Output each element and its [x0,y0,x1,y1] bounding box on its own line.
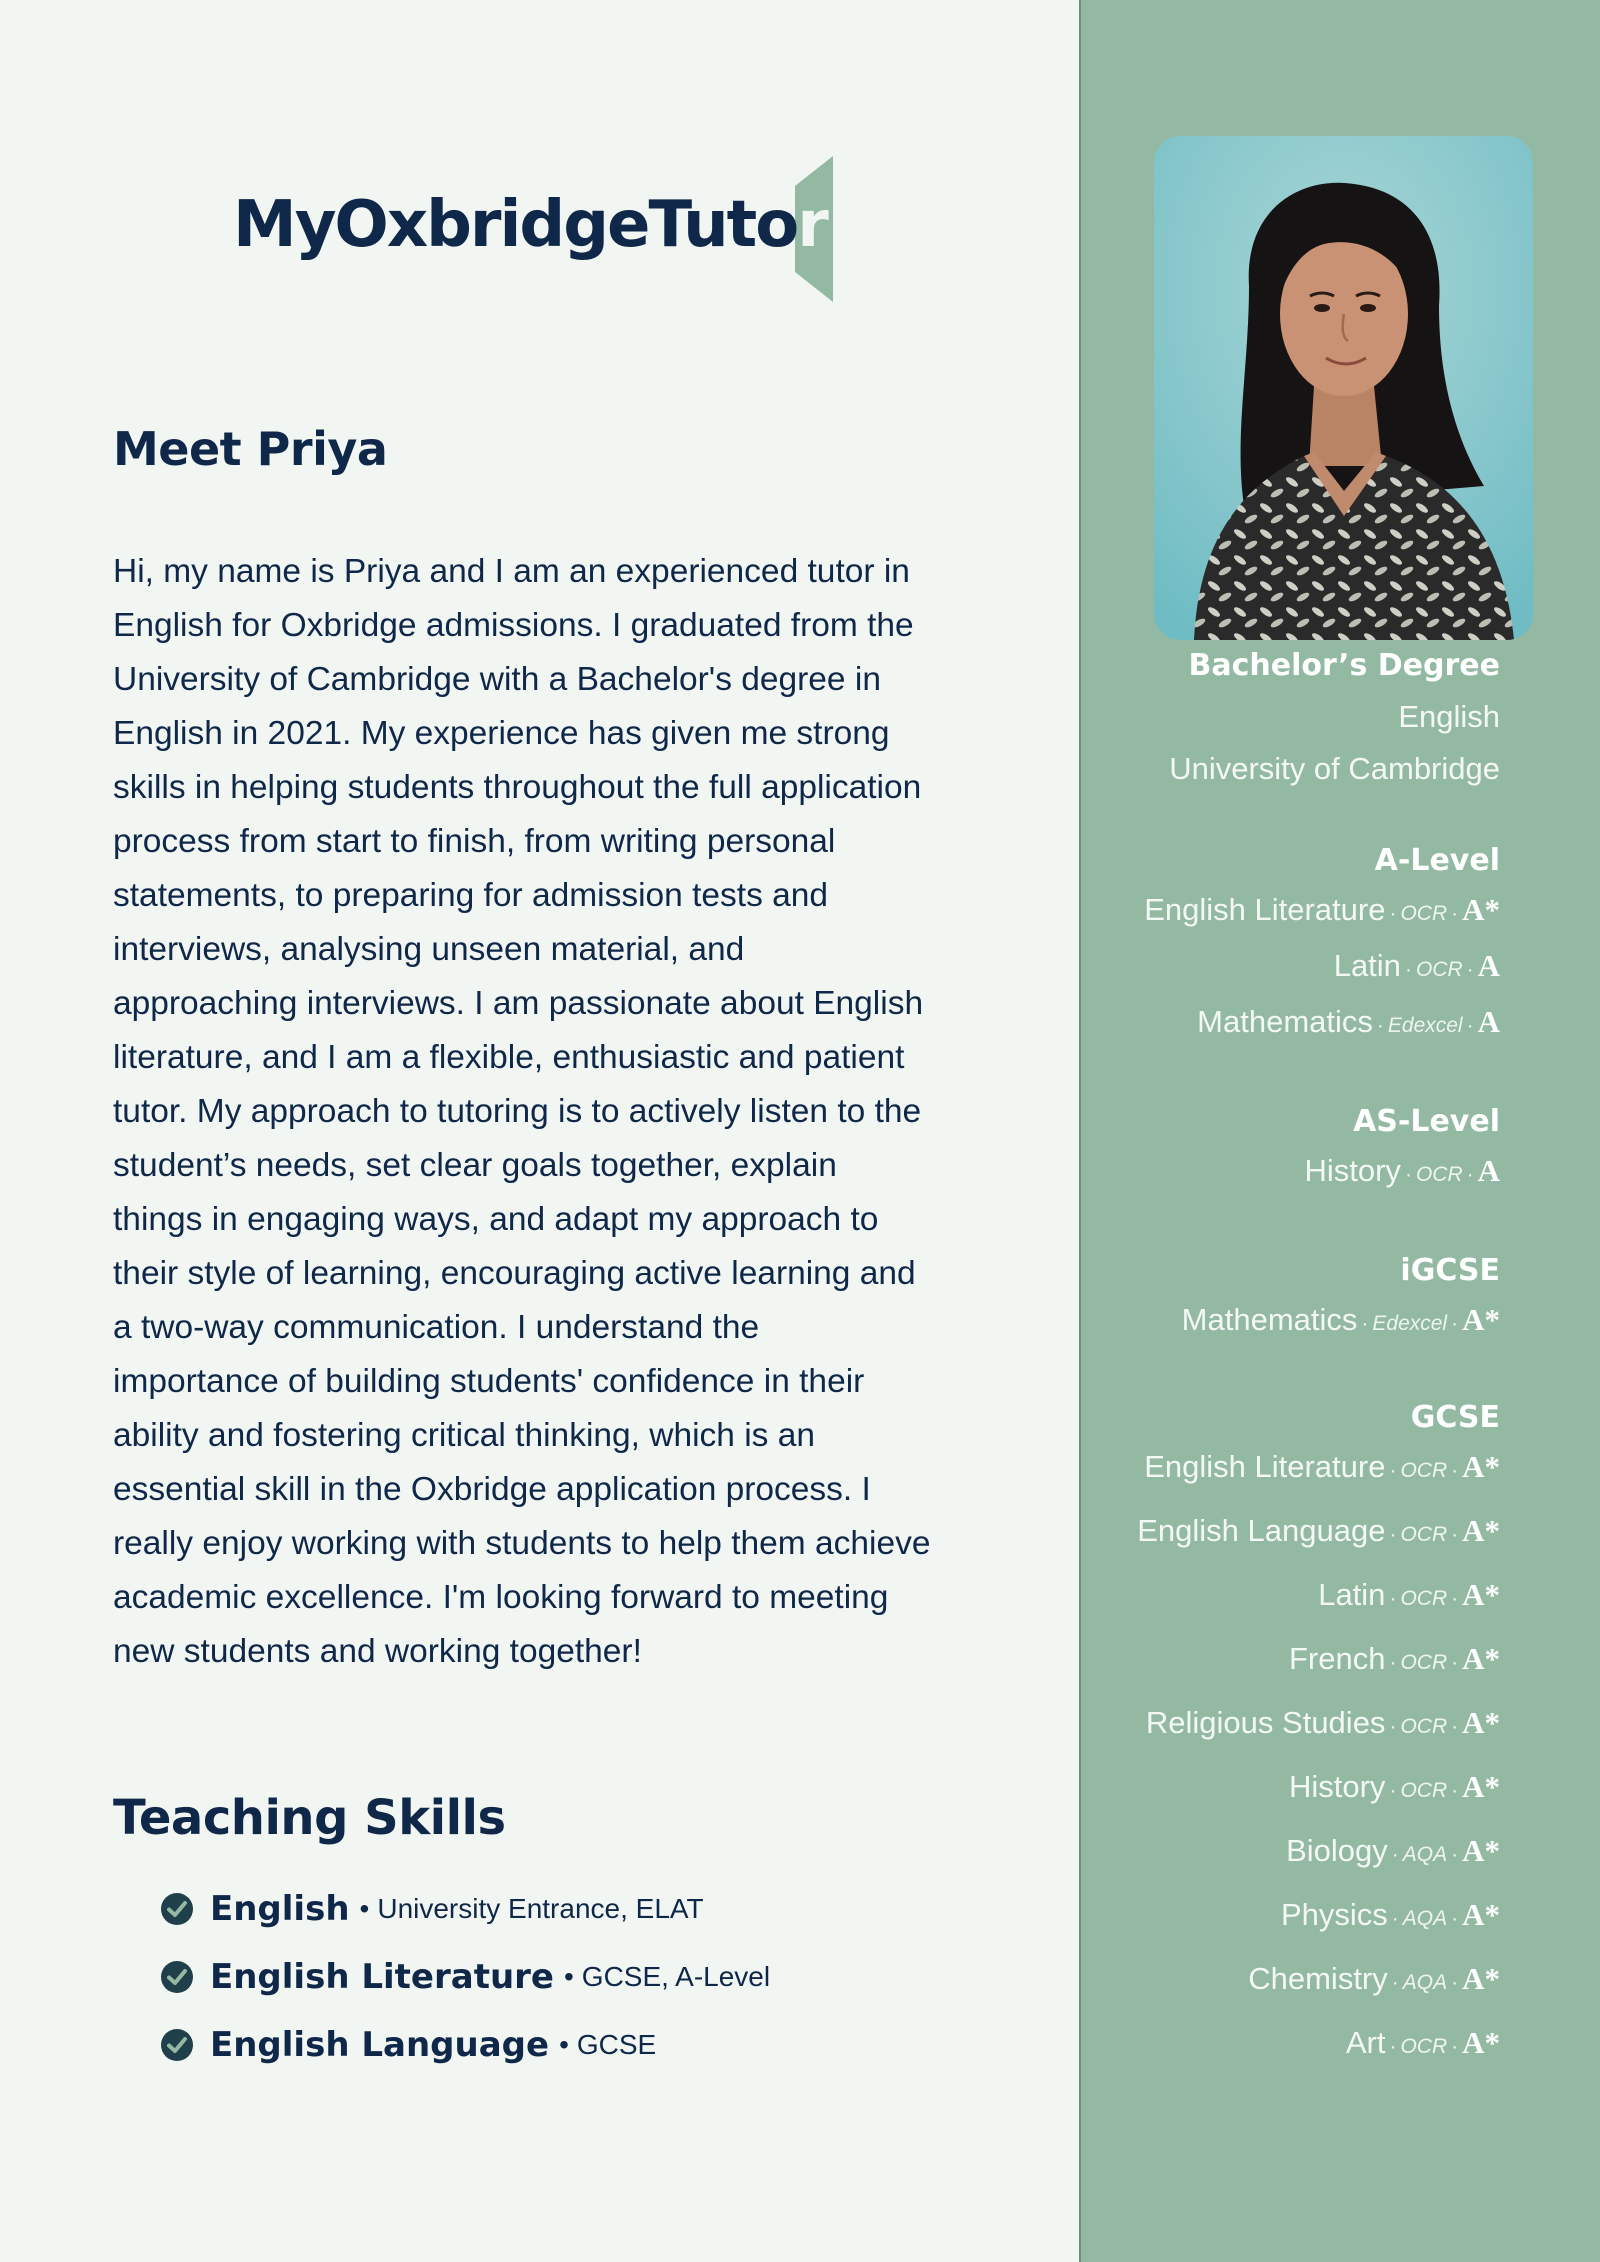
brand-logo [233,150,873,302]
qual-separator: · [1451,2035,1459,2058]
skill-item [160,1875,770,1943]
qual-separator: · [1389,1651,1397,1674]
igcse-block [1090,1253,1500,1350]
skills-title: Teaching Skills [113,1790,506,1846]
qual-subject: Religious Studies [1145,1705,1386,1740]
qual-separator: · [1451,1651,1459,1674]
gcse-title: GCSE [1410,1400,1500,1435]
qual-separator: · [1451,1459,1459,1482]
qualification-row [1090,1294,1500,1350]
degree-university: University of Cambridge [1169,751,1500,786]
qual-separator: · [1389,1715,1397,1738]
qualification-row [1090,1693,1500,1757]
qual-grade: A* [1462,892,1500,927]
logo-text-last-letter: r [797,188,827,262]
qualification-row [1090,1885,1500,1949]
qual-separator: · [1389,1587,1397,1610]
qualification-row [1090,1565,1500,1629]
alevel-block [1090,843,1500,1052]
skill-levels: University Entrance, ELAT [377,1893,704,1924]
skill-levels: GCSE, A-Level [581,1961,771,1992]
qual-separator: · [1451,1587,1459,1610]
qualification-row [1090,1629,1500,1693]
logo-text-main: MyOxbridgeTuto [233,188,798,262]
degree-block [1090,648,1500,795]
qual-subject: Biology [1286,1833,1388,1868]
qual-separator: · [1389,2035,1397,2058]
qualification-row [1090,1949,1500,2013]
intro-title: Meet Priya [113,422,388,476]
qual-separator: · [1451,1907,1459,1930]
check-circle-icon [160,2028,194,2062]
qual-subject: French [1288,1641,1386,1676]
degree-subject: English [1398,699,1500,734]
qual-subject: Chemistry [1248,1961,1388,1996]
qual-grade: A* [1462,1302,1500,1337]
aslevel-title: AS-Level [1353,1104,1500,1139]
qualification-row [1090,940,1500,996]
qual-subject: Mathematics [1197,1004,1373,1039]
qual-board: OCR [1415,1163,1463,1186]
degree-title: Bachelor’s Degree [1188,648,1500,683]
qual-board: OCR [1400,902,1448,925]
qual-subject: English Language [1137,1513,1386,1548]
qual-subject: Mathematics [1181,1302,1358,1337]
skill-subject: English Literature [210,1957,554,1997]
skill-separator: • [359,1893,370,1924]
qual-board: OCR [1400,2035,1448,2058]
gcse-list [1090,1437,1500,2077]
check-circle-icon [160,1892,194,1926]
qual-board: OCR [1400,1651,1448,1674]
qual-separator: · [1451,1843,1459,1866]
skill-separator: • [559,2029,569,2060]
skills-list [160,1875,770,2079]
qual-subject: Art [1345,2025,1386,2060]
qual-subject: English Literature [1144,1449,1386,1484]
qual-board: OCR [1415,958,1463,981]
qual-board: OCR [1400,1523,1448,1546]
tutor-photo [1154,136,1533,640]
qual-board: Edexcel [1372,1312,1448,1335]
qual-separator: · [1389,1459,1397,1482]
qualifications-panel [1090,648,1500,2077]
qual-grade: A* [1462,1577,1500,1612]
qualification-row [1090,1501,1500,1565]
qual-grade: A* [1462,1641,1500,1676]
qual-separator: · [1466,1163,1474,1186]
qual-grade: A [1477,1153,1500,1188]
qual-separator: · [1389,1523,1397,1546]
qualification-row [1090,884,1500,940]
qual-grade: A* [1462,1961,1500,1996]
qual-separator: · [1451,1971,1459,1994]
gcse-block [1090,1400,1500,2077]
alevel-title: A-Level [1374,843,1500,878]
qual-separator: · [1376,1014,1384,1037]
skill-subject: English [210,1889,350,1929]
qual-board: OCR [1400,1715,1448,1738]
qual-subject: English Literature [1144,892,1386,927]
qualification-row [1090,1757,1500,1821]
qual-grade: A* [1462,1897,1500,1932]
qual-separator: · [1466,958,1474,981]
qualification-row [1090,2013,1500,2077]
qual-board: Edexcel [1387,1014,1463,1037]
qual-grade: A* [1462,1705,1500,1740]
qual-separator: · [1391,1971,1399,1994]
qual-separator: · [1451,1523,1459,1546]
qual-subject: History [1288,1769,1386,1804]
qual-board: AQA [1402,1843,1448,1866]
skill-subject: English Language [210,2025,550,2065]
qual-separator: · [1404,958,1412,981]
qual-separator: · [1404,1163,1412,1186]
skill-item [160,2011,770,2079]
qual-grade: A [1477,1004,1500,1039]
qual-separator: · [1451,1715,1459,1738]
qual-separator: · [1451,902,1459,925]
qual-board: OCR [1400,1779,1448,1802]
qualification-row [1090,1437,1500,1501]
qual-grade: A* [1462,1833,1500,1868]
aslevel-block [1090,1104,1500,1201]
skill-separator: • [563,1961,574,1992]
qual-grade: A* [1462,1449,1500,1484]
check-circle-icon [160,1960,194,1994]
qual-subject: History [1304,1153,1401,1188]
qual-separator: · [1391,1843,1399,1866]
qual-separator: · [1389,902,1397,925]
qual-separator: · [1389,1779,1397,1802]
igcse-title: iGCSE [1400,1253,1500,1288]
qual-board: AQA [1402,1907,1448,1930]
qual-grade: A* [1462,1769,1500,1804]
qualification-row [1090,1145,1500,1201]
qual-grade: A [1477,948,1500,983]
qual-separator: · [1451,1312,1459,1335]
intro-bio: Hi, my name is Priya and I am an experienced tutor in English for Oxbridge admissions. I graduated from the University of Cambridge with a Bachelor's degree in English in 2021. My experience has given me strong skills in helping students throughout the full application process from start to finish, from writing personal statements, to preparing for admission tests and interviews, analysing unseen material, and approaching interviews. I am passionate about English literature, and I am a flexible, enthusiastic and patient tutor. My approach to tutoring is to actively listen to the student’s needs, set clear goals together, explain things in engaging ways, and adapt my approach to their style of learning, encouraging active learning and a two-way communication. I understand the importance of building students' confidence in their ability and fostering critical thinking, which is an essential skill in the Oxbridge application process. I really enjoy working with students to help them achieve academic excellence. I'm looking forward to meeting new students and working together! [113,553,931,1670]
qual-separator: · [1466,1014,1474,1037]
qual-grade: A* [1462,2025,1500,2060]
qual-board: AQA [1402,1971,1448,1994]
skill-item [160,1943,770,2011]
qualification-row [1090,1821,1500,1885]
qual-board: OCR [1400,1459,1448,1482]
qual-subject: Latin [1318,1577,1386,1612]
qual-separator: · [1451,1779,1459,1802]
qual-separator: · [1391,1907,1399,1930]
qualification-row [1090,996,1500,1052]
qual-grade: A* [1462,1513,1500,1548]
logo-wordmark [233,188,827,262]
skill-levels: GCSE [576,2029,657,2060]
qual-subject: Physics [1280,1897,1388,1932]
qual-subject: Latin [1333,948,1401,983]
qual-separator: · [1361,1312,1369,1335]
qual-board: OCR [1400,1587,1448,1610]
